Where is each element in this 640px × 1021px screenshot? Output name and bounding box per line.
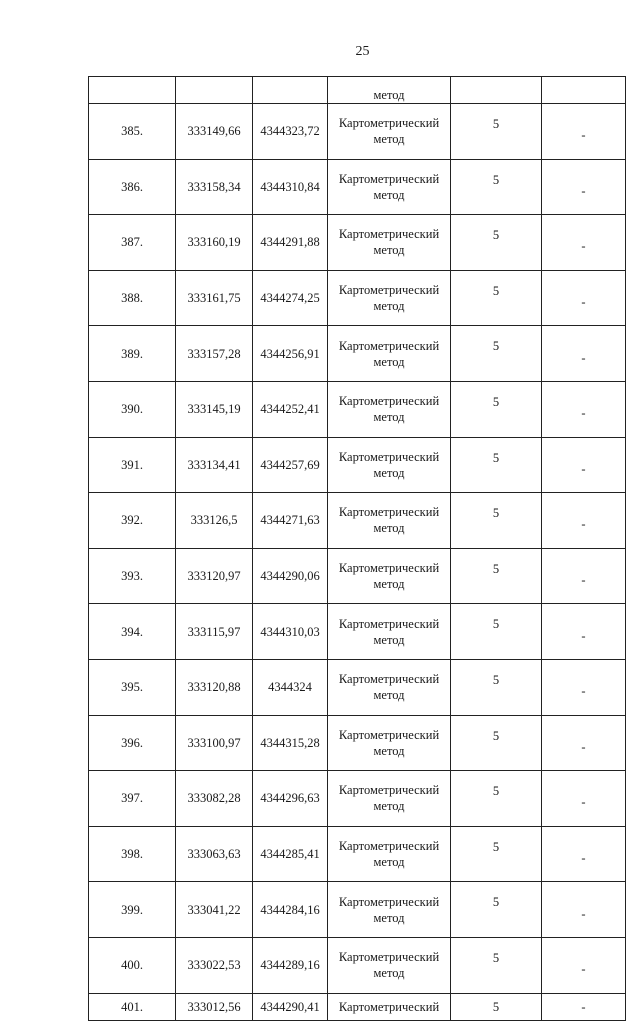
table-cell-accuracy: 5 <box>451 548 542 604</box>
table-cell-accuracy: 5 <box>451 493 542 549</box>
table-row <box>89 715 626 771</box>
table-cell-method <box>328 548 451 604</box>
table-cell-description: - <box>542 159 626 215</box>
table-cell-number: 389. <box>89 326 176 382</box>
table-cell-method <box>328 215 451 271</box>
table-cell-number: 388. <box>89 270 176 326</box>
table-cell-number: 394. <box>89 604 176 660</box>
table-row-continuation <box>89 77 626 104</box>
table-cell-method <box>328 826 451 882</box>
table-row <box>89 159 626 215</box>
table-cell-method <box>328 493 451 549</box>
method-line-2: метод <box>373 966 405 981</box>
method-line-1: Картометрический <box>338 116 440 131</box>
table-cell-x: 333134,41 <box>176 437 253 493</box>
table-row <box>89 270 626 326</box>
table-cell-description: - <box>542 993 626 1020</box>
table-cell-description: - <box>542 826 626 882</box>
table-cell-y: 4344323,72 <box>253 104 328 160</box>
table-cell-description: - <box>542 548 626 604</box>
method-line-2: метод <box>373 243 405 258</box>
table-cell-number: 395. <box>89 659 176 715</box>
method-line-1: Картометрический <box>338 616 440 631</box>
table-cell-accuracy: 5 <box>451 659 542 715</box>
table-cell-number: 396. <box>89 715 176 771</box>
table-cell-accuracy: 5 <box>451 604 542 660</box>
table-cell-method <box>328 882 451 938</box>
table-cell-x: 333100,97 <box>176 715 253 771</box>
table-cell-number: 397. <box>89 771 176 827</box>
table-cell-y: 4344324 <box>253 659 328 715</box>
table-cell-method <box>328 771 451 827</box>
table-row <box>89 771 626 827</box>
table-cell-description: - <box>542 270 626 326</box>
table-cell-number: 392. <box>89 493 176 549</box>
table-cell-method <box>328 159 451 215</box>
table-cell-accuracy: 5 <box>451 771 542 827</box>
table-cell-method <box>328 270 451 326</box>
table-cell-x: 333149,66 <box>176 104 253 160</box>
method-line-1: Картометрический <box>338 283 440 298</box>
table-cell-accuracy: 5 <box>451 937 542 993</box>
method-line-1: Картометрический <box>338 171 440 186</box>
table-cell-accuracy: 5 <box>451 215 542 271</box>
table-cell-y: 4344290,41 <box>253 993 328 1020</box>
table-cell-accuracy: 5 <box>451 437 542 493</box>
table-cell-number: 387. <box>89 215 176 271</box>
table-cell-x: 333160,19 <box>176 215 253 271</box>
table-cell-y: 4344274,25 <box>253 270 328 326</box>
table-cell-description: - <box>542 715 626 771</box>
table-cell-accuracy: 5 <box>451 104 542 160</box>
table-cell-description: - <box>542 381 626 437</box>
table-cell-number: 386. <box>89 159 176 215</box>
table-cell-y: 4344290,06 <box>253 548 328 604</box>
table-cell-method: метод <box>328 77 451 104</box>
table-cell-method: Картометрический <box>328 993 451 1020</box>
table-cell-x: 333120,97 <box>176 548 253 604</box>
method-line-2: метод <box>373 132 405 147</box>
table-cell-description: - <box>542 771 626 827</box>
table-cell-x: 333145,19 <box>176 381 253 437</box>
table-row <box>89 937 626 993</box>
table-cell-number: 398. <box>89 826 176 882</box>
method-line-2: метод <box>373 465 405 480</box>
table-cell-method <box>328 937 451 993</box>
table-cell-description: - <box>542 882 626 938</box>
table-cell-y: 4344289,16 <box>253 937 328 993</box>
table-row <box>89 381 626 437</box>
table-cell-accuracy: 5 <box>451 993 542 1020</box>
table-cell-x <box>176 77 253 104</box>
method-line-2: метод <box>373 521 405 536</box>
table-row <box>89 437 626 493</box>
table-cell-number: 391. <box>89 437 176 493</box>
coordinates-table <box>88 76 626 1021</box>
table-cell-y: 4344257,69 <box>253 437 328 493</box>
table-cell-x: 333120,88 <box>176 659 253 715</box>
table-cell-description <box>542 77 626 104</box>
table-cell-y <box>253 77 328 104</box>
table-cell-method <box>328 326 451 382</box>
table-cell-description: - <box>542 937 626 993</box>
table-cell-accuracy: 5 <box>451 882 542 938</box>
table-cell-method <box>328 381 451 437</box>
page-number: 25 <box>355 44 370 59</box>
table-cell-method <box>328 659 451 715</box>
table-cell-y: 4344315,28 <box>253 715 328 771</box>
table-cell-y: 4344296,63 <box>253 771 328 827</box>
table-cell-y: 4344284,16 <box>253 882 328 938</box>
table-row <box>89 548 626 604</box>
table-cell-number <box>89 77 176 104</box>
method-line-2: метод <box>373 187 405 202</box>
method-line-1: Картометрический <box>338 839 440 854</box>
method-line-2: метод <box>373 410 405 425</box>
method-line-1: Картометрический <box>338 227 440 242</box>
table-cell-y: 4344291,88 <box>253 215 328 271</box>
method-line-2: метод <box>373 688 405 703</box>
table-cell-y: 4344285,41 <box>253 826 328 882</box>
method-line-1: Картометрический <box>338 338 440 353</box>
table-row <box>89 604 626 660</box>
table-cell-x: 333063,63 <box>176 826 253 882</box>
table-row-last <box>89 993 626 1020</box>
table-cell-x: 333012,56 <box>176 993 253 1020</box>
table-cell-y: 4344252,41 <box>253 381 328 437</box>
table-cell-number: 393. <box>89 548 176 604</box>
method-line-2: метод <box>373 632 405 647</box>
table-cell-x: 333041,22 <box>176 882 253 938</box>
method-line-1: Картометрический <box>338 394 440 409</box>
table-cell-accuracy: 5 <box>451 826 542 882</box>
method-line-1: Картометрический <box>338 783 440 798</box>
table-cell-number: 385. <box>89 104 176 160</box>
table-row <box>89 493 626 549</box>
coordinates-table-body <box>89 77 626 1021</box>
table-cell-x: 333115,97 <box>176 604 253 660</box>
table-row <box>89 215 626 271</box>
method-line-2: метод <box>373 299 405 314</box>
table-cell-description: - <box>542 493 626 549</box>
table-cell-method <box>328 437 451 493</box>
table-cell-y: 4344256,91 <box>253 326 328 382</box>
table-cell-method <box>328 104 451 160</box>
table-cell-x: 333161,75 <box>176 270 253 326</box>
table-cell-x: 333158,34 <box>176 159 253 215</box>
table-row <box>89 659 626 715</box>
method-line-2: метод <box>373 354 405 369</box>
table-cell-accuracy <box>451 77 542 104</box>
method-line-1: Картометрический <box>338 449 440 464</box>
table-cell-number: 401. <box>89 993 176 1020</box>
table-cell-x: 333126,5 <box>176 493 253 549</box>
table-cell-x: 333022,53 <box>176 937 253 993</box>
table-cell-accuracy: 5 <box>451 715 542 771</box>
table-cell-x: 333082,28 <box>176 771 253 827</box>
table-cell-description: - <box>542 604 626 660</box>
table-row <box>89 882 626 938</box>
method-line-1: Картометрический <box>338 950 440 965</box>
method-line-1: Картометрический <box>338 672 440 687</box>
table-cell-y: 4344310,84 <box>253 159 328 215</box>
method-line-1: Картометрический <box>338 505 440 520</box>
method-line-2: метод <box>373 799 405 814</box>
table-cell-number: 399. <box>89 882 176 938</box>
method-line-2: метод <box>373 743 405 758</box>
table-cell-accuracy: 5 <box>451 326 542 382</box>
table-cell-x: 333157,28 <box>176 326 253 382</box>
table-cell-number: 400. <box>89 937 176 993</box>
method-line-1: Картометрический <box>338 561 440 576</box>
table-cell-method <box>328 715 451 771</box>
table-cell-description: - <box>542 437 626 493</box>
table-row <box>89 826 626 882</box>
table-cell-description: - <box>542 326 626 382</box>
table-cell-description: - <box>542 104 626 160</box>
table-row <box>89 104 626 160</box>
table-cell-accuracy: 5 <box>451 159 542 215</box>
method-line-2: метод <box>373 910 405 925</box>
method-line-2: метод <box>373 577 405 592</box>
table-cell-accuracy: 5 <box>451 381 542 437</box>
table-cell-method <box>328 604 451 660</box>
table-cell-number: 390. <box>89 381 176 437</box>
method-line-2: метод <box>373 855 405 870</box>
method-line-1: Картометрический <box>338 727 440 742</box>
table-row <box>89 326 626 382</box>
table-cell-description: - <box>542 659 626 715</box>
table-cell-description: - <box>542 215 626 271</box>
table-cell-y: 4344310,03 <box>253 604 328 660</box>
table-cell-y: 4344271,63 <box>253 493 328 549</box>
method-line-1: Картометрический <box>338 894 440 909</box>
table-cell-accuracy: 5 <box>451 270 542 326</box>
